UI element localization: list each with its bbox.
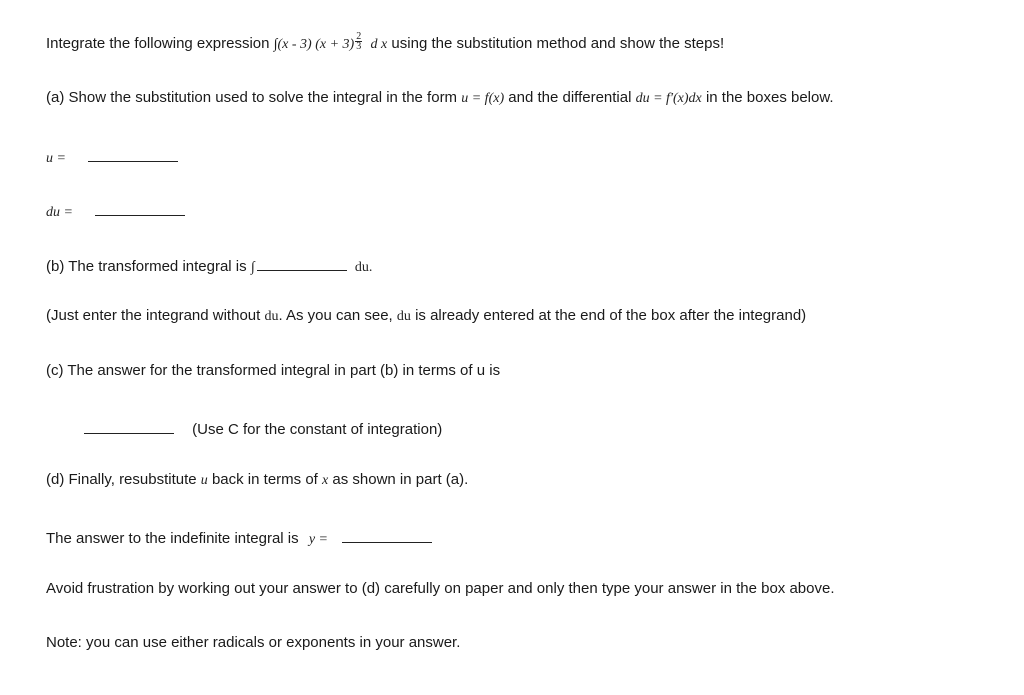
part-c-row — [80, 415, 442, 440]
du-suffix: du. — [354, 260, 373, 275]
part-d-instructions: (d) Finally, resubstitute u back in terms of x as shown in part (a). — [46, 471, 469, 488]
u-answer-input[interactable] — [88, 143, 178, 162]
u-label: u = — [46, 151, 66, 166]
u-antiderivative-input[interactable] — [84, 415, 174, 434]
exponent-fraction: $\frac{2}{3}$ — [356, 30, 362, 52]
du-label: du = — [46, 205, 73, 220]
part-a-instructions: (a) Show the substitution used to solve the integral in the form u = f(x) and the differential du = f′(x)dx in the boxes below. — [46, 89, 834, 106]
form-u: u = f(x) — [461, 91, 505, 106]
differential-dx: d x — [370, 37, 388, 52]
integrand-expression: (x - 3) (x + 3) — [277, 37, 355, 52]
final-answer-row: The answer to the indefinite integral is y = — [46, 524, 436, 550]
final-answer-input[interactable] — [342, 524, 432, 543]
part-b-row: (b) The transformed integral is ∫ du. — [46, 252, 372, 278]
form-du: du = f′(x)dx — [635, 91, 702, 106]
y-label: y = — [308, 532, 328, 547]
advice-text: Avoid frustration by working out your answer to (d) carefully on paper and only then type your answer in the box above. — [46, 580, 835, 597]
transformed-integrand-input[interactable] — [257, 252, 347, 271]
du-row — [46, 197, 189, 223]
du-answer-input[interactable] — [95, 197, 185, 216]
integral-symbol: ∫ — [273, 37, 278, 52]
question-intro: Integrate the following expression ∫(x - 3) (x + 3) $\frac{2}{3}$ d x using the substitution method and show the steps! — [46, 30, 725, 52]
part-c-instructions: (c) The answer for the transformed integral in part (b) in terms of u is — [46, 362, 501, 379]
note-text: Note: you can use either radicals or exponents in your answer. — [46, 634, 461, 651]
part-b-note: (Just enter the integrand without du. As you can see, du is already entered at the end of the box after the integrand) — [46, 307, 807, 324]
integral-symbol-b: ∫ — [250, 260, 255, 275]
constant-hint: (Use C for the constant of integration) — [192, 421, 443, 438]
u-row — [46, 143, 182, 169]
